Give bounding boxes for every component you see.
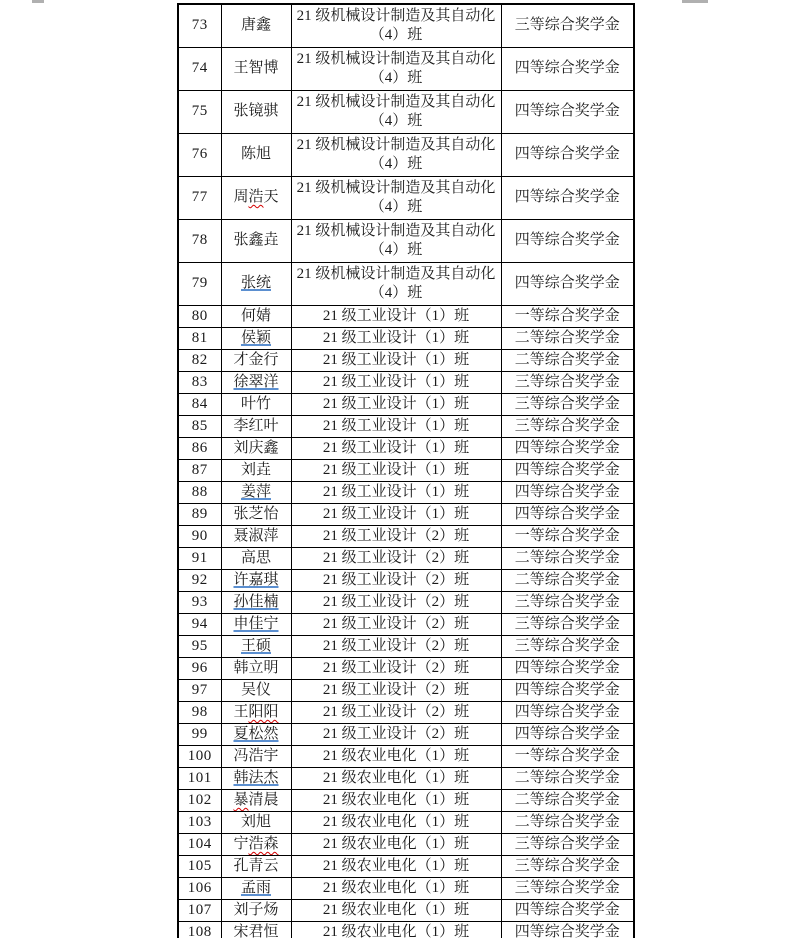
student-name-cell <box>221 176 291 219</box>
class-cell: 21 级工业设计（1）班 <box>291 415 501 437</box>
award-cell: 三等综合奖学金 <box>501 393 634 415</box>
class-cell: 21 级机械设计制造及其自动化（4）班 <box>291 4 501 47</box>
row-number-cell: 96 <box>178 657 221 679</box>
table-row <box>178 459 634 481</box>
row-number-cell: 86 <box>178 437 221 459</box>
student-name-cell <box>221 635 291 657</box>
student-name-cell <box>221 262 291 305</box>
award-cell: 三等综合奖学金 <box>501 833 634 855</box>
table-row <box>178 789 634 811</box>
student-name-cell <box>221 503 291 525</box>
award-cell: 三等综合奖学金 <box>501 591 634 613</box>
table-row <box>178 657 634 679</box>
row-number-cell: 91 <box>178 547 221 569</box>
row-number-cell: 79 <box>178 262 221 305</box>
award-cell: 三等综合奖学金 <box>501 635 634 657</box>
award-cell: 三等综合奖学金 <box>501 877 634 899</box>
student-name-cell <box>221 90 291 133</box>
student-name-cell <box>221 4 291 47</box>
student-name-cell <box>221 833 291 855</box>
table-row <box>178 525 634 547</box>
row-number-cell: 94 <box>178 613 221 635</box>
student-name: 李红叶 <box>233 418 279 434</box>
student-name: 周浩天 <box>233 189 279 205</box>
class-cell: 21 级工业设计（1）班 <box>291 327 501 349</box>
student-name: 夏松然 <box>233 726 279 742</box>
row-number-cell: 108 <box>178 921 221 938</box>
page-edge-artifact-left <box>32 0 44 3</box>
class-cell: 21 级工业设计（1）班 <box>291 393 501 415</box>
award-cell: 四等综合奖学金 <box>501 47 634 90</box>
row-number-cell: 89 <box>178 503 221 525</box>
student-name-cell <box>221 47 291 90</box>
class-cell: 21 级农业电化（1）班 <box>291 855 501 877</box>
student-name: 高思 <box>240 550 271 566</box>
class-cell: 21 级工业设计（2）班 <box>291 525 501 547</box>
student-name-cell <box>221 723 291 745</box>
student-name: 姜萍 <box>240 484 271 500</box>
student-name-cell <box>221 789 291 811</box>
student-name: 侯颖 <box>240 330 271 346</box>
award-cell: 四等综合奖学金 <box>501 503 634 525</box>
row-number-cell: 90 <box>178 525 221 547</box>
award-cell: 四等综合奖学金 <box>501 133 634 176</box>
table-row <box>178 921 634 938</box>
table-row <box>178 679 634 701</box>
award-cell: 四等综合奖学金 <box>501 701 634 723</box>
award-cell: 四等综合奖学金 <box>501 176 634 219</box>
class-cell: 21 级工业设计（2）班 <box>291 657 501 679</box>
row-number-cell: 107 <box>178 899 221 921</box>
award-cell: 一等综合奖学金 <box>501 525 634 547</box>
student-name-cell <box>221 591 291 613</box>
table-row <box>178 745 634 767</box>
award-cell: 四等综合奖学金 <box>501 262 634 305</box>
row-number-cell: 73 <box>178 4 221 47</box>
award-cell: 四等综合奖学金 <box>501 657 634 679</box>
award-cell: 二等综合奖学金 <box>501 767 634 789</box>
row-number-cell: 100 <box>178 745 221 767</box>
award-cell: 三等综合奖学金 <box>501 855 634 877</box>
class-cell: 21 级农业电化（1）班 <box>291 811 501 833</box>
table-row <box>178 437 634 459</box>
award-cell: 二等综合奖学金 <box>501 569 634 591</box>
student-name-cell <box>221 855 291 877</box>
award-cell: 四等综合奖学金 <box>501 899 634 921</box>
row-number-cell: 82 <box>178 349 221 371</box>
scholarship-table-body <box>178 4 634 938</box>
student-name: 才金行 <box>233 352 279 368</box>
row-number-cell: 92 <box>178 569 221 591</box>
class-cell: 21 级机械设计制造及其自动化（4）班 <box>291 262 501 305</box>
student-name: 刘旭 <box>240 814 271 830</box>
student-name-cell <box>221 133 291 176</box>
table-row <box>178 349 634 371</box>
student-name: 孙佳楠 <box>233 594 279 610</box>
award-cell: 二等综合奖学金 <box>501 789 634 811</box>
row-number-cell: 93 <box>178 591 221 613</box>
class-cell: 21 级工业设计（1）班 <box>291 371 501 393</box>
row-number-cell: 98 <box>178 701 221 723</box>
award-cell: 一等综合奖学金 <box>501 305 634 327</box>
class-cell: 21 级机械设计制造及其自动化（4）班 <box>291 133 501 176</box>
class-cell: 21 级工业设计（1）班 <box>291 349 501 371</box>
spellcheck-marked-text: 浩 <box>248 189 264 205</box>
class-cell: 21 级工业设计（1）班 <box>291 503 501 525</box>
row-number-cell: 74 <box>178 47 221 90</box>
student-name-cell <box>221 481 291 503</box>
row-number-cell: 81 <box>178 327 221 349</box>
class-cell: 21 级工业设计（2）班 <box>291 569 501 591</box>
student-name-cell <box>221 219 291 262</box>
student-name-cell <box>221 547 291 569</box>
row-number-cell: 75 <box>178 90 221 133</box>
award-cell: 一等综合奖学金 <box>501 745 634 767</box>
table-row <box>178 176 634 219</box>
award-cell: 四等综合奖学金 <box>501 481 634 503</box>
table-row <box>178 371 634 393</box>
class-cell: 21 级农业电化（1）班 <box>291 745 501 767</box>
table-row <box>178 591 634 613</box>
student-name: 聂淑萍 <box>233 528 279 544</box>
student-name: 叶竹 <box>240 396 271 412</box>
student-name: 王阳阳 <box>233 704 279 720</box>
row-number-cell: 102 <box>178 789 221 811</box>
student-name-cell <box>221 679 291 701</box>
student-name-cell <box>221 393 291 415</box>
spellcheck-marked-text: 暴 <box>233 792 249 808</box>
table-row <box>178 701 634 723</box>
table-row <box>178 393 634 415</box>
row-number-cell: 76 <box>178 133 221 176</box>
table-row <box>178 767 634 789</box>
class-cell: 21 级机械设计制造及其自动化（4）班 <box>291 90 501 133</box>
award-cell: 四等综合奖学金 <box>501 679 634 701</box>
student-name-cell <box>221 459 291 481</box>
student-name: 吴仪 <box>240 682 271 698</box>
award-cell: 四等综合奖学金 <box>501 219 634 262</box>
student-name-cell <box>221 899 291 921</box>
student-name: 韩法杰 <box>233 770 279 786</box>
student-name-cell <box>221 327 291 349</box>
student-name-cell <box>221 437 291 459</box>
student-name: 张鑫垚 <box>233 232 279 248</box>
row-number-cell: 101 <box>178 767 221 789</box>
spellcheck-marked-text: 阳阳 <box>248 704 279 720</box>
table-row <box>178 811 634 833</box>
table-row <box>178 305 634 327</box>
row-number-cell: 95 <box>178 635 221 657</box>
student-name-cell <box>221 569 291 591</box>
row-number-cell: 106 <box>178 877 221 899</box>
row-number-cell: 97 <box>178 679 221 701</box>
student-name-cell <box>221 305 291 327</box>
spellcheck-marked-text: 浩森 <box>248 836 279 852</box>
table-row <box>178 547 634 569</box>
table-row <box>178 133 634 176</box>
award-cell: 三等综合奖学金 <box>501 415 634 437</box>
student-name-cell <box>221 921 291 938</box>
award-cell: 三等综合奖学金 <box>501 4 634 47</box>
row-number-cell: 78 <box>178 219 221 262</box>
class-cell: 21 级工业设计（2）班 <box>291 547 501 569</box>
student-name: 韩立明 <box>233 660 279 676</box>
student-name: 许嘉琪 <box>233 572 279 588</box>
table-row <box>178 833 634 855</box>
table-row <box>178 635 634 657</box>
class-cell: 21 级农业电化（1）班 <box>291 789 501 811</box>
award-cell: 三等综合奖学金 <box>501 613 634 635</box>
row-number-cell: 83 <box>178 371 221 393</box>
student-name: 宁浩森 <box>233 836 279 852</box>
student-name: 孔青云 <box>233 858 279 874</box>
student-name: 刘庆鑫 <box>233 440 279 456</box>
class-cell: 21 级农业电化（1）班 <box>291 921 501 938</box>
row-number-cell: 80 <box>178 305 221 327</box>
table-row <box>178 219 634 262</box>
student-name: 孟雨 <box>240 880 271 896</box>
row-number-cell: 103 <box>178 811 221 833</box>
class-cell: 21 级工业设计（2）班 <box>291 613 501 635</box>
page-edge-artifact-right <box>682 0 708 3</box>
student-name: 王硕 <box>240 638 271 654</box>
student-name: 徐翠洋 <box>233 374 279 390</box>
table-row <box>178 90 634 133</box>
table-row <box>178 855 634 877</box>
student-name-cell <box>221 613 291 635</box>
student-name-cell <box>221 701 291 723</box>
class-cell: 21 级机械设计制造及其自动化（4）班 <box>291 219 501 262</box>
scholarship-table <box>177 3 635 938</box>
row-number-cell: 104 <box>178 833 221 855</box>
student-name-cell <box>221 415 291 437</box>
student-name: 张镜骐 <box>233 103 279 119</box>
award-cell: 四等综合奖学金 <box>501 921 634 938</box>
class-cell: 21 级农业电化（1）班 <box>291 899 501 921</box>
table-row <box>178 327 634 349</box>
table-row <box>178 877 634 899</box>
row-number-cell: 105 <box>178 855 221 877</box>
row-number-cell: 85 <box>178 415 221 437</box>
student-name-cell <box>221 811 291 833</box>
student-name: 唐鑫 <box>240 17 271 34</box>
student-name: 张芝怡 <box>233 506 279 522</box>
class-cell: 21 级工业设计（2）班 <box>291 723 501 745</box>
award-cell: 四等综合奖学金 <box>501 723 634 745</box>
row-number-cell: 84 <box>178 393 221 415</box>
award-cell: 四等综合奖学金 <box>501 459 634 481</box>
student-name-cell <box>221 657 291 679</box>
table-row <box>178 899 634 921</box>
student-name: 王智博 <box>233 60 279 76</box>
award-cell: 四等综合奖学金 <box>501 437 634 459</box>
class-cell: 21 级机械设计制造及其自动化（4）班 <box>291 176 501 219</box>
student-name: 刘垚 <box>240 462 271 478</box>
student-name-cell <box>221 525 291 547</box>
table-row <box>178 415 634 437</box>
award-cell: 二等综合奖学金 <box>501 349 634 371</box>
table-row <box>178 47 634 90</box>
student-name: 张统 <box>240 275 271 291</box>
class-cell: 21 级工业设计（1）班 <box>291 481 501 503</box>
student-name-cell <box>221 767 291 789</box>
student-name-cell <box>221 349 291 371</box>
class-cell: 21 级工业设计（1）班 <box>291 459 501 481</box>
award-cell: 三等综合奖学金 <box>501 371 634 393</box>
class-cell: 21 级工业设计（2）班 <box>291 701 501 723</box>
table-row <box>178 481 634 503</box>
table-row <box>178 262 634 305</box>
class-cell: 21 级农业电化（1）班 <box>291 833 501 855</box>
student-name: 暴清晨 <box>233 792 279 808</box>
award-cell: 二等综合奖学金 <box>501 547 634 569</box>
table-row <box>178 503 634 525</box>
class-cell: 21 级工业设计（2）班 <box>291 635 501 657</box>
class-cell: 21 级农业电化（1）班 <box>291 767 501 789</box>
student-name-cell <box>221 371 291 393</box>
class-cell: 21 级农业电化（1）班 <box>291 877 501 899</box>
award-cell: 二等综合奖学金 <box>501 811 634 833</box>
student-name: 冯浩宇 <box>233 748 279 764</box>
table-row <box>178 613 634 635</box>
student-name: 陈旭 <box>240 146 271 162</box>
table-row <box>178 569 634 591</box>
student-name: 申佳宁 <box>233 616 279 632</box>
row-number-cell: 77 <box>178 176 221 219</box>
student-name: 何婧 <box>240 308 271 324</box>
row-number-cell: 99 <box>178 723 221 745</box>
class-cell: 21 级工业设计（1）班 <box>291 305 501 327</box>
class-cell: 21 级工业设计（2）班 <box>291 591 501 613</box>
class-cell: 21 级工业设计（2）班 <box>291 679 501 701</box>
row-number-cell: 88 <box>178 481 221 503</box>
student-name-cell <box>221 745 291 767</box>
class-cell: 21 级机械设计制造及其自动化（4）班 <box>291 47 501 90</box>
award-cell: 四等综合奖学金 <box>501 90 634 133</box>
table-row <box>178 723 634 745</box>
student-name: 宋君恒 <box>233 923 279 938</box>
class-cell: 21 级工业设计（1）班 <box>291 437 501 459</box>
student-name-cell <box>221 877 291 899</box>
table-row <box>178 4 634 47</box>
student-name: 刘子炀 <box>233 902 279 918</box>
row-number-cell: 87 <box>178 459 221 481</box>
award-cell: 二等综合奖学金 <box>501 327 634 349</box>
